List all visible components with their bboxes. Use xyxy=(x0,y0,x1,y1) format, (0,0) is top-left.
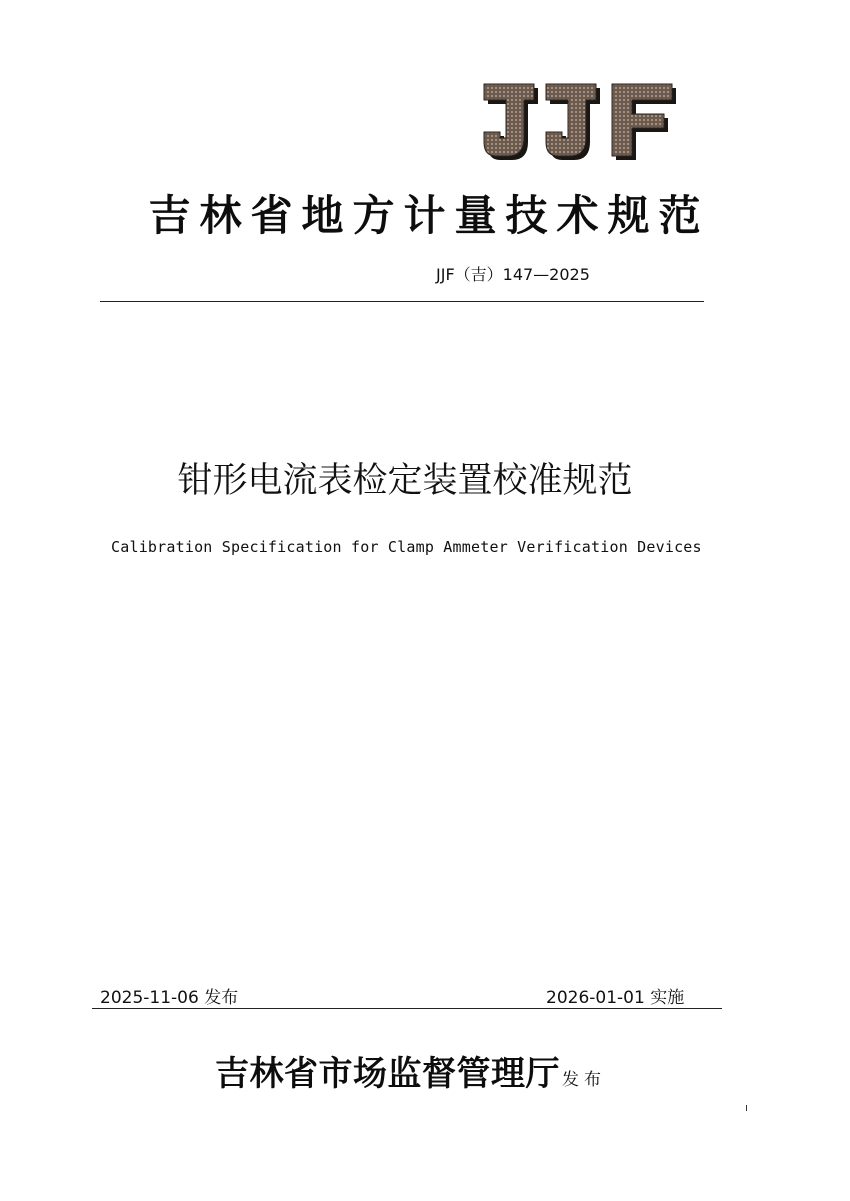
series-title: 吉林省地方计量技术规范 xyxy=(148,191,710,240)
issue-date: 2025-11-06 发布 xyxy=(100,988,239,1008)
issuer-name: 吉林省市场监督管理厅 xyxy=(215,1054,560,1094)
standard-code: JJF（吉）147—2025 xyxy=(436,265,590,284)
issuer-line xyxy=(215,1046,606,1095)
corner-mark xyxy=(746,1105,747,1111)
top-divider xyxy=(100,301,704,302)
document-title: 钳形电流表检定装置校准规范 xyxy=(177,461,633,501)
bottom-divider xyxy=(92,1008,722,1009)
document-title-english: Calibration Specification for Clamp Ammeter Verification Devices xyxy=(111,538,702,556)
issuer-suffix: 发布 xyxy=(562,1070,606,1090)
effective-date: 2026-01-01 实施 xyxy=(546,988,685,1008)
jjf-logo xyxy=(482,82,678,162)
